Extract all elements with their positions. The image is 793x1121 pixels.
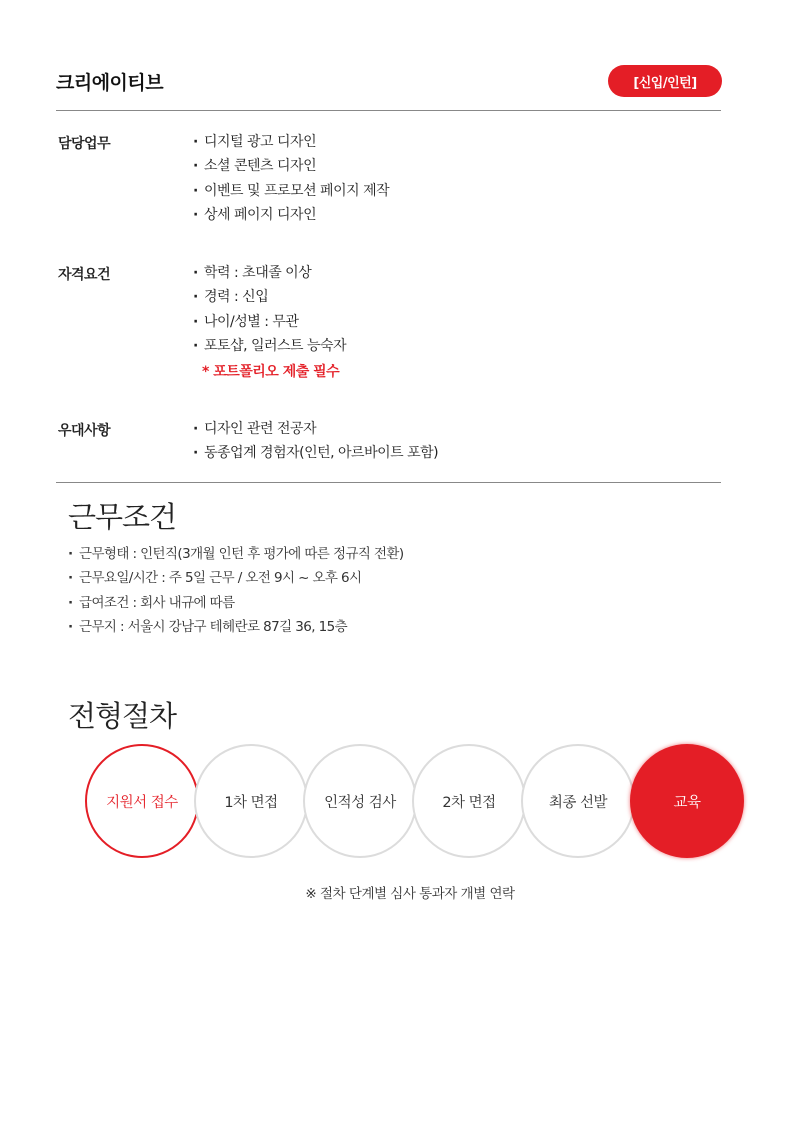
- process-title: 전형절차: [68, 699, 177, 733]
- list-item: · 상세 페이지 디자인: [193, 203, 389, 227]
- list-item: · 근무요일/시간 : 주 5일 근무 / 오전 9시 ~ 오후 6시: [68, 566, 404, 590]
- process-step: [303, 744, 417, 858]
- step-label: 지원서 접수: [106, 794, 178, 811]
- list-item: · 디자인 관련 전공자: [193, 417, 438, 441]
- conditions-title: 근무조건: [68, 500, 177, 534]
- list-item: · 디지털 광고 디자인: [193, 130, 389, 154]
- list-item: · 나이/성별 : 무관: [193, 310, 346, 334]
- step-label: 1차 면접: [224, 794, 278, 811]
- process-step: [194, 744, 308, 858]
- process-step: [521, 744, 635, 858]
- header-divider: [56, 110, 721, 111]
- position-type-badge: [신입/인턴]: [608, 65, 722, 97]
- section-divider: [56, 482, 721, 483]
- portfolio-required-note: * 포트폴리오 제출 필수: [202, 364, 340, 380]
- process-step: [630, 744, 744, 858]
- qualifications-label: 자격요건: [58, 267, 111, 283]
- job-title: 크리에이티브: [56, 72, 164, 94]
- qualifications-list: [193, 261, 346, 358]
- process-steps: [85, 744, 740, 862]
- list-item: · 학력 : 초대졸 이상: [193, 261, 346, 285]
- conditions-list: [68, 542, 404, 639]
- list-item: · 근무형태 : 인턴직(3개월 인턴 후 평가에 따른 정규직 전환): [68, 542, 404, 566]
- step-label: 교육: [673, 794, 701, 811]
- preferred-label: 우대사항: [58, 423, 111, 439]
- process-note: ※ 절차 단계별 심사 통과자 개별 연락: [305, 886, 515, 902]
- list-item: · 이벤트 및 프로모션 페이지 제작: [193, 179, 389, 203]
- preferred-list: [193, 417, 438, 466]
- list-item: · 근무지 : 서울시 강남구 테헤란로 87길 36, 15층: [68, 615, 404, 639]
- list-item: · 급여조건 : 회사 내규에 따름: [68, 591, 404, 615]
- list-item: · 동종업계 경험자(인턴, 아르바이트 포함): [193, 441, 438, 465]
- step-label: 인적성 검사: [324, 794, 396, 811]
- process-step: [412, 744, 526, 858]
- list-item: · 경력 : 신입: [193, 285, 346, 309]
- duties-label: 담당업무: [58, 136, 111, 152]
- list-item: · 소셜 콘텐츠 디자인: [193, 154, 389, 178]
- step-label: 2차 면접: [442, 794, 496, 811]
- step-label: 최종 선발: [548, 794, 608, 811]
- list-item: · 포토샵, 일러스트 능숙자: [193, 334, 346, 358]
- process-step: [85, 744, 199, 858]
- duties-list: [193, 130, 389, 227]
